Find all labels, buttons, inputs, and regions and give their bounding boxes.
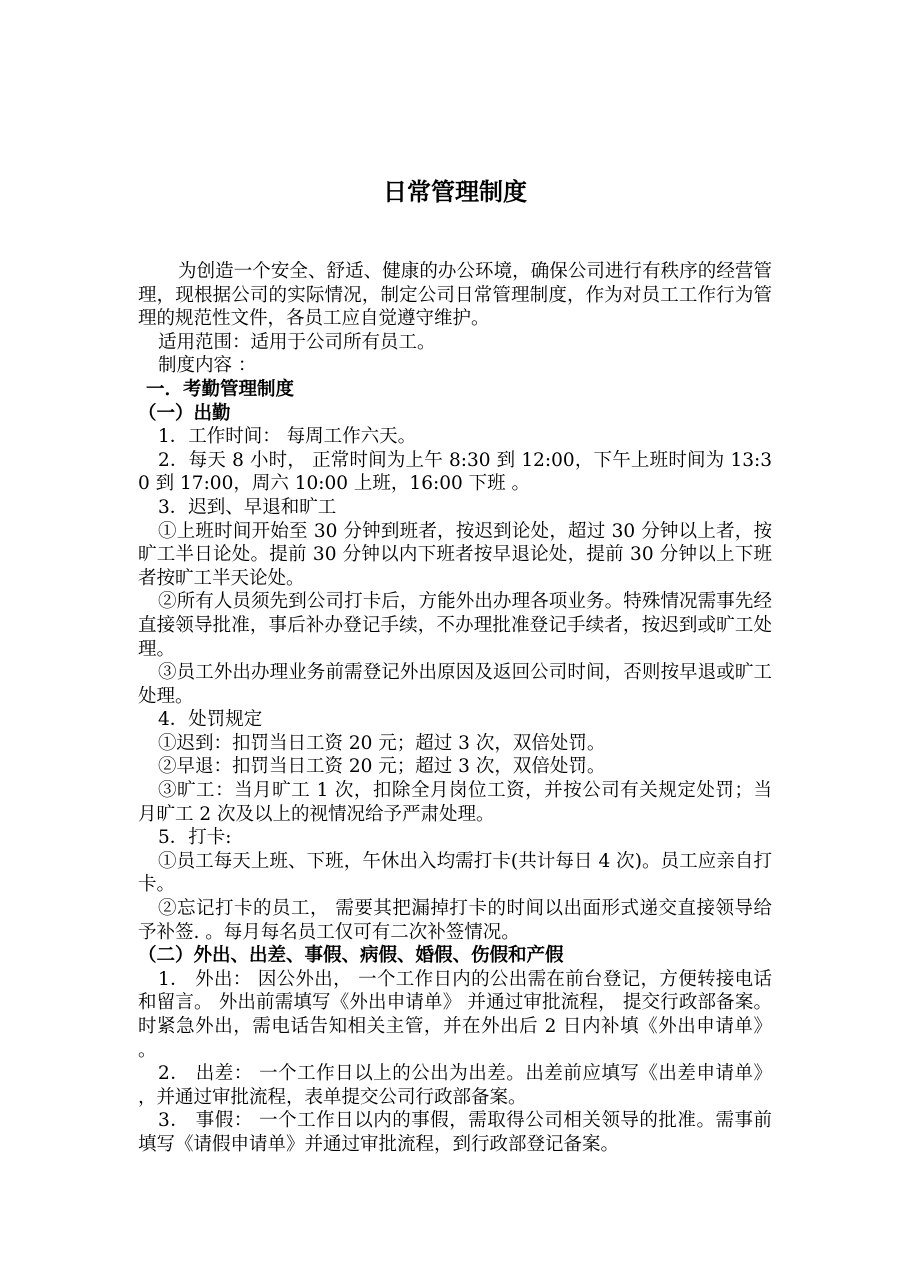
paragraph: 2．每天 8 小时， 正常时间为上午 8:30 到 12:00，下午上班时间为 13:30 到 17:00，周六 10:00 上班，16:00 下班 。 xyxy=(138,449,772,495)
paragraph: 2． 出差： 一个工作日以上的公出为出差。出差前应填写《出差申请单》 ，并通过审批流程，表单提交公司行政部备案。 xyxy=(138,1063,772,1108)
paragraph: ②忘记打卡的员工， 需要其把漏掉打卡的时间以出面形式递交直接领导给予补签. 。每月每名员工仅可有二次补签情况。 xyxy=(138,898,772,943)
paragraph: 为创造一个安全、舒适、健康的办公环境，确保公司进行有秩序的经营管理，现根据公司的实际情况，制定公司日常管理制度，作为对员工工作行为管理的规范性文件，各员工应自觉遵守维护。 xyxy=(138,261,772,330)
paragraph: ③旷工：当月旷工 1 次，扣除全月岗位工资，并按公司有关规定处罚；当月旷工 2 次及以上的视情况给予严肃处理。 xyxy=(138,780,772,825)
document-title: 日常管理制度 xyxy=(383,178,527,206)
paragraph: 4．处罚规定 xyxy=(158,709,263,731)
paragraph: 1． 外出： 因公外出， 一个工作日内的公出需在前台登记，方便转接电话和留言。 外出前需填写《外出申请单》 并通过审批流程， 提交行政部备案。时紧急外出，需电话告知相关主管，并在外出后 2 日内补填《外出申请单》 。 xyxy=(138,968,772,1061)
paragraph: ③员工外出办理业务前需登记外出原因及返回公司时间，否则按早退或旷工处理。 xyxy=(138,662,772,707)
paragraph: 适用范围：适用于公司所有员工。 xyxy=(158,331,436,353)
section-heading: 一．考勤管理制度 xyxy=(146,378,295,400)
paragraph: ②所有人员须先到公司打卡后，方能外出办理各项业务。特殊情况需事先经直接领导批准，事后补办登记手续，不办理批准登记手续者，按迟到或旷工处理。 xyxy=(138,591,772,660)
paragraph: ①员工每天上班、下班，午休出入均需打卡(共计每日 4 次)。员工应亲自打卡。 xyxy=(138,850,772,896)
subsection-heading: （二）外出、出差、事假、病假、婚假、伤假和产假 xyxy=(138,945,564,967)
paragraph: 5．打卡: xyxy=(158,827,232,849)
subsection-heading: （一）出勤 xyxy=(138,402,231,424)
paragraph: ①上班时间开始至 30 分钟到班者，按迟到论处，超过 30 分钟以上者，按旷工半日论处。提前 30 分钟以内下班者按早退论处，提前 30 分钟以上下班者按旷工半天论处。 xyxy=(138,520,772,589)
paragraph: 1．工作时间： 每周工作六天。 xyxy=(158,426,417,448)
paragraph: 制度内容 ： xyxy=(158,355,257,377)
paragraph: 3．迟到、早退和旷工 xyxy=(158,496,337,518)
paragraph: ②早退：扣罚当日工资 20 元；超过 3 次，双倍处罚。 xyxy=(158,756,606,778)
paragraph: ①迟到：扣罚当日工资 20 元；超过 3 次，双倍处罚。 xyxy=(158,732,606,754)
document-body xyxy=(138,260,772,1157)
document-page xyxy=(138,0,772,1286)
paragraph: 3． 事假： 一个工作日以内的事假，需取得公司相关领导的批准。需事前填写《请假申请单》并通过审批流程，到行政部登记备案。 xyxy=(138,1110,772,1155)
